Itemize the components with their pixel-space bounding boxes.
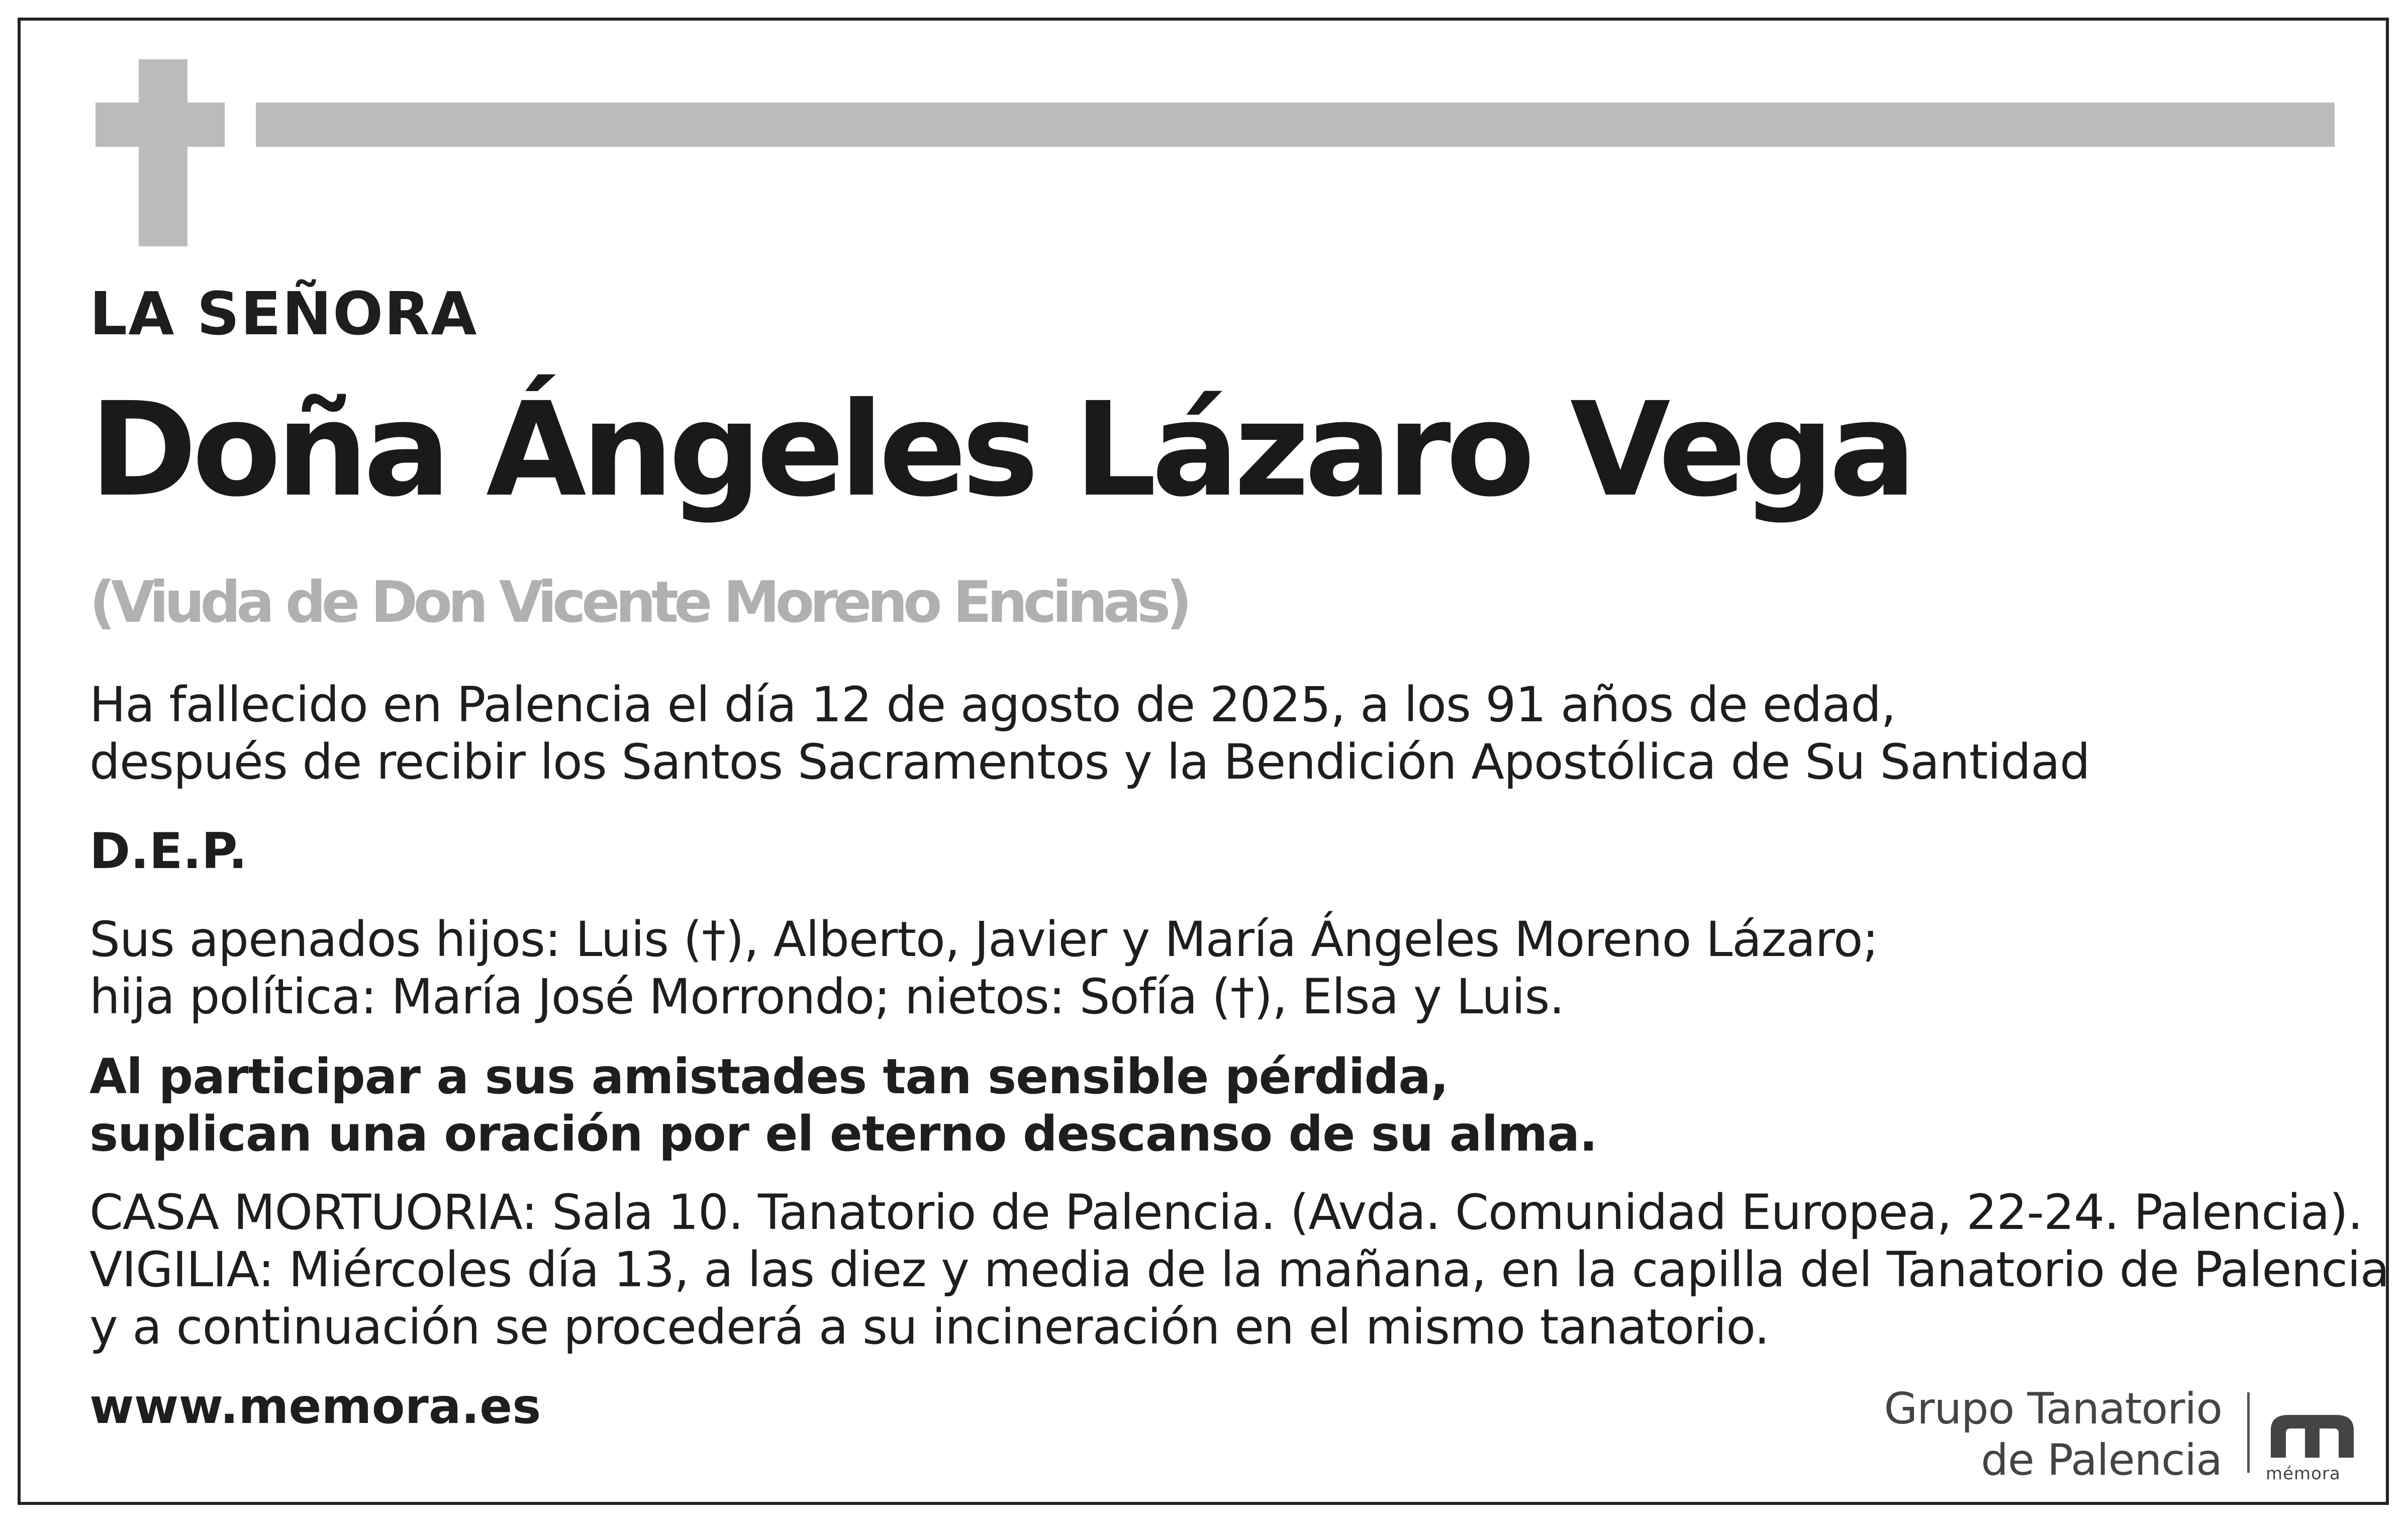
widow-of: (Viuda de Don Vicente Moreno Encinas) <box>89 569 1188 635</box>
details-line: CASA MORTUORIA: Sala 10. Tanatorio de Palencia. (Avda. Comunidad Europea, 22-24. Palencia). <box>89 1184 2363 1241</box>
family-list <box>89 911 1878 1025</box>
company-name <box>1884 1383 2222 1486</box>
family-line: hija política: María José Morrondo; nietos: Sofía (†), Elsa y Luis. <box>89 969 1565 1025</box>
funeral-details <box>89 1184 2389 1356</box>
details-line: VIGILIA: Miércoles día 13, a las diez y media de la mañana, en la capilla del Tanatorio de Palencia <box>89 1242 2389 1298</box>
company-line: Grupo Tanatorio <box>1884 1384 2222 1434</box>
announcement-line: Ha fallecido en Palencia el día 12 de agosto de 2025, a los 91 años de edad, <box>89 677 1896 733</box>
title-label: LA SEÑORA <box>89 279 478 348</box>
announcement-line: después de recibir los Santos Sacramentos y la Bendición Apostólica de Su Santidad <box>89 734 2090 790</box>
footer-divider <box>2247 1392 2250 1473</box>
dep-label: D.E.P. <box>89 823 247 880</box>
family-line: Sus apenados hijos: Luis (†), Alberto, Javier y María Ángeles Moreno Lázaro; <box>89 911 1878 968</box>
cross-icon-crossbar <box>95 103 225 147</box>
deceased-name: Doña Ángeles Lázaro Vega <box>89 374 1912 525</box>
announcement <box>89 676 2090 791</box>
header-bar <box>256 103 2335 147</box>
website-link[interactable]: www.memora.es <box>89 1378 541 1435</box>
logo-caption: mémora <box>2266 1464 2341 1484</box>
details-line: y a continuación se procederá a su incineración en el mismo tanatorio. <box>89 1299 1769 1355</box>
company-line: de Palencia <box>1981 1435 2222 1485</box>
prayer-line: suplican una oración por el eterno descanso de su alma. <box>89 1106 1597 1162</box>
prayer-line: Al participar a sus amistades tan sensible pérdida, <box>89 1049 1449 1105</box>
cross-icon <box>139 59 187 246</box>
prayer-request <box>89 1048 1597 1163</box>
